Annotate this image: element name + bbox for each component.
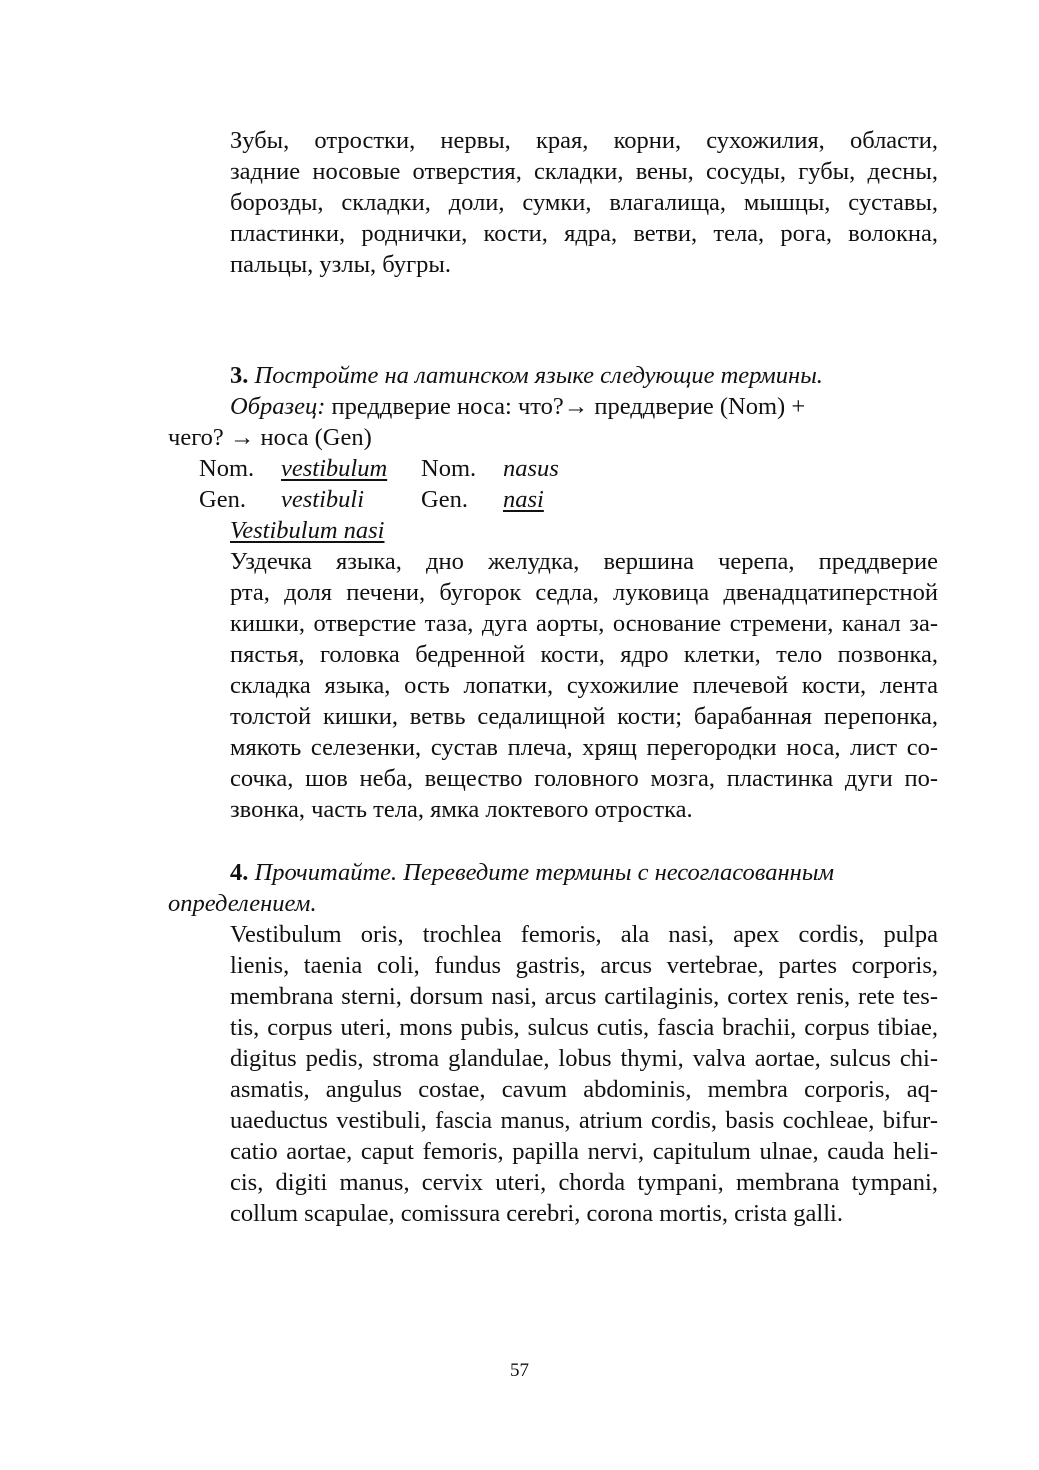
body-line: lienis, taenia coli, fundus gastris, arcus vertebrae, partes corporis,: [230, 952, 938, 979]
exercise-3-body: [168, 546, 938, 825]
body-line: складка языка, ость лопатки, сухожилие плечевой кости, лента: [230, 672, 938, 699]
latin-word: vestibulum: [281, 455, 388, 482]
exercise-4-body: [168, 919, 938, 1229]
body-line: рта, доля печени, бугорок седла, луковица двенадцатиперстной: [230, 579, 938, 606]
sample-label: Образец:: [230, 393, 326, 420]
sample-result-text: Vestibulum nasi: [230, 517, 385, 544]
body-line: мякоть селезенки, сустав плеча, хрящ перегородки носа, лист со-: [230, 734, 938, 761]
body-line: tis, corpus uteri, mons pubis, sulcus cutis, fascia brachii, corpus tibiae,: [230, 1014, 938, 1041]
declension-table: [168, 453, 938, 546]
body-line: кишки, отверстие таза, дуга аорты, основание стремени, канал за-: [230, 610, 938, 637]
body-line: сочка, шов неба, вещество головного мозга, пластинка дуги по-: [230, 765, 938, 792]
intro-line: задние носовые отверстия, складки, вены, сосуды, губы, десны,: [230, 158, 938, 185]
page-number: 57: [510, 1360, 529, 1381]
intro-paragraph: [168, 125, 938, 280]
exercise-3-heading: [168, 360, 938, 391]
body-line: cis, digiti manus, cervix uteri, chorda tympani, membrana tympani,: [230, 1169, 938, 1196]
body-line: толстой кишки, ветвь седалищной кости; барабанная перепонка,: [230, 703, 938, 730]
intro-line: пластинки, роднички, кости, ядра, ветви, тела, рога, волокна,: [230, 220, 938, 247]
exercise-4: [168, 857, 938, 1229]
exercise-title: Прочитайте. Переведите термины с несогласованным: [254, 859, 835, 886]
exercise-title-cont: определением.: [168, 890, 317, 917]
intro-line: пальцы, узлы, бугры.: [230, 251, 451, 278]
sample-result: [168, 515, 938, 546]
intro-line: Зубы, отростки, нервы, края, корни, сухожилия, области,: [230, 127, 938, 154]
body-line: digitus pedis, stroma glandulae, lobus thymi, valva aortae, sulcus chi-: [230, 1045, 938, 1072]
case-label: Gen.: [199, 486, 246, 513]
body-line: catio aortae, caput femoris, papilla nervi, capitulum ulnae, cauda heli-: [230, 1138, 938, 1165]
body-line: звонка, часть тела, ямка локтевого отростка.: [230, 796, 693, 823]
case-label: Nom.: [199, 455, 255, 482]
latin-word: vestibuli: [281, 486, 365, 513]
latin-word: nasi: [503, 486, 544, 513]
case-label: Gen.: [421, 486, 468, 513]
body-line: Vestibulum oris, trochlea femoris, ala nasi, apex cordis, pulpa: [230, 921, 938, 948]
sample-text: преддверие носа: что?→ преддверие (Nom) +: [331, 393, 806, 420]
exercise-number: 3.: [230, 362, 249, 389]
body-line: пястья, головка бедренной кости, ядро клетки, тело позвонка,: [230, 641, 938, 668]
body-line: asmatis, angulus costae, cavum abdominis, membra corporis, aq-: [230, 1076, 938, 1103]
body-line: uaeductus vestibuli, fascia manus, atrium cordis, basis cochleae, bifur-: [230, 1107, 938, 1134]
declension-row: [168, 453, 938, 484]
body-line: Уздечка языка, дно желудка, вершина черепа, преддверие: [230, 548, 938, 575]
intro-text: [168, 125, 938, 280]
sample-line-2: чего? → носа (Gen): [168, 424, 372, 451]
exercise-4-heading-2: [168, 888, 938, 919]
exercise-4-heading: [168, 857, 938, 888]
exercise-number: 4.: [230, 859, 249, 886]
latin-word: nasus: [503, 455, 559, 482]
exercise-3: [168, 360, 938, 825]
body-line: membrana sterni, dorsum nasi, arcus cartilaginis, cortex renis, rete tes-: [230, 983, 938, 1010]
intro-line: борозды, складки, доли, сумки, влагалища, мышцы, суставы,: [230, 189, 938, 216]
case-label: Nom.: [421, 455, 477, 482]
body-line: collum scapulae, comissura cerebri, corona mortis, crista galli.: [230, 1200, 843, 1227]
exercise-title: Постройте на латинском языке следующие термины.: [254, 362, 823, 389]
sample-line: [168, 391, 938, 422]
declension-row: [168, 484, 938, 515]
